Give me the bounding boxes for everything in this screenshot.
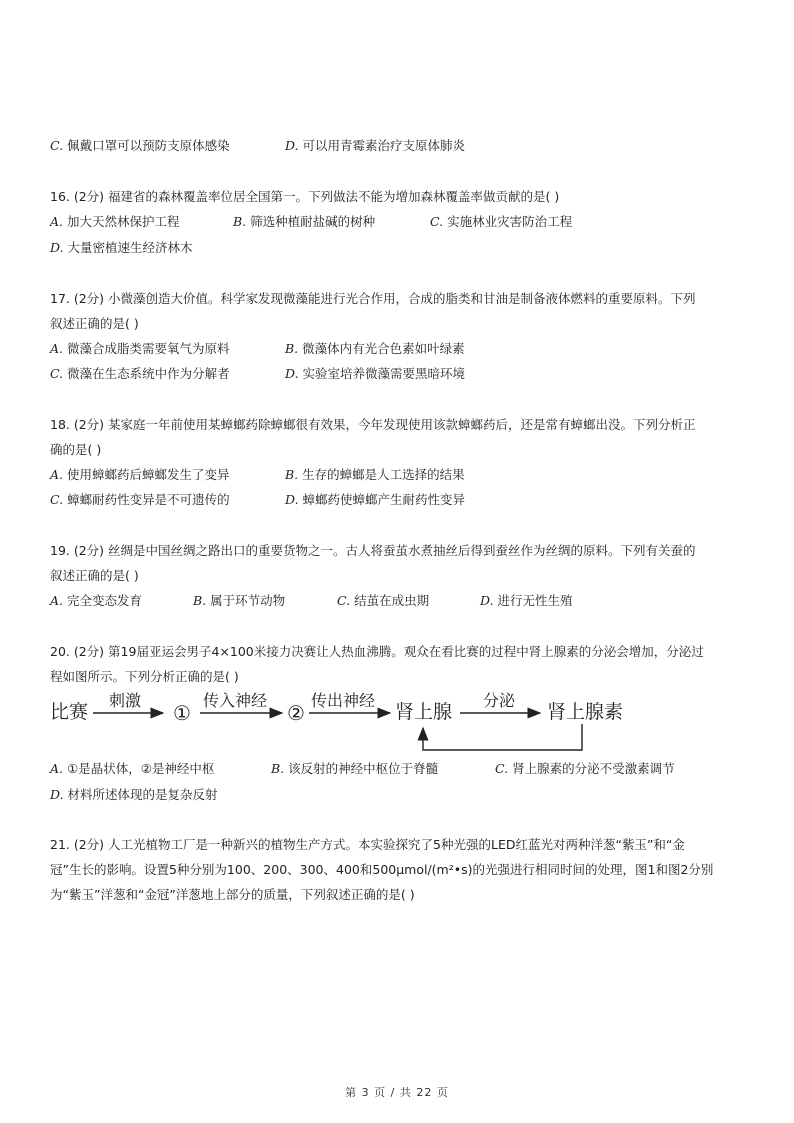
option-text: 佩戴口罩可以预防支原体感染 <box>67 138 230 153</box>
option-letter: D. <box>480 593 494 608</box>
q17-option-a <box>50 340 230 358</box>
q16-option-d <box>50 239 193 257</box>
q18-stem-line1: 18. (2分) 某家庭一年前使用某蟑螂药除蟑螂很有效果，今年发现使用该款蟑螂药后，还是常有蟑螂出没。下列分析正 <box>50 417 696 432</box>
option-letter: A. <box>50 214 64 229</box>
option-text: 进行无性生殖 <box>497 593 573 608</box>
option-text: 结茧在成虫期 <box>354 593 430 608</box>
option-text: 筛选种植耐盐碱的树种 <box>250 214 376 229</box>
option-text: 使用蟑螂药后蟑螂发生了变异 <box>67 467 230 482</box>
option-text: 完全变态发育 <box>67 593 143 608</box>
q16-stem: 16. (2分) 福建省的森林覆盖率位居全国第一。下列做法不能为增加森林覆盖率做贡献的是( ) <box>50 189 560 204</box>
option-text: 生存的蟑螂是人工选择的结果 <box>302 467 465 482</box>
option-letter: B. <box>271 761 285 776</box>
diagram-arrow2-label: 传入神经 <box>203 691 268 710</box>
q19-option-c <box>337 592 429 610</box>
option-letter: B. <box>193 593 207 608</box>
q16-option-b <box>233 213 375 231</box>
option-letter: C. <box>50 366 64 381</box>
q17-option-b <box>285 340 465 358</box>
option-letter: C. <box>495 761 509 776</box>
q18-stem-line2: 确的是( ) <box>50 442 102 457</box>
q21-stem-line3: 为“紫玉”洋葱和“金冠”洋葱地上部分的质量，下列叙述正确的是( ) <box>50 887 415 902</box>
option-text: 大量密植速生经济林木 <box>67 240 193 255</box>
q15-option-d <box>285 137 465 155</box>
option-letter: A. <box>50 341 64 356</box>
q19-stem-line2: 叙述正确的是( ) <box>50 568 139 583</box>
q18-option-c <box>50 491 230 509</box>
option-text: 可以用青霉素治疗支原体肺炎 <box>302 138 466 153</box>
q17-option-d <box>285 365 465 383</box>
option-letter: A. <box>50 467 64 482</box>
option-letter: A. <box>50 593 64 608</box>
option-text: 材料所述体现的是复杂反射 <box>67 787 218 802</box>
q20-option-b <box>271 760 438 778</box>
q17-stem-line2: 叙述正确的是( ) <box>50 316 139 331</box>
option-letter: C. <box>50 492 64 507</box>
diagram-node2: ② <box>287 701 305 725</box>
q16-option-c <box>430 213 572 231</box>
option-letter: D. <box>50 240 64 255</box>
diagram-feedback-arrow <box>423 724 582 750</box>
option-letter: D. <box>285 492 299 507</box>
option-text: 加大天然林保护工程 <box>67 214 180 229</box>
option-text: ①是晶状体，②是神经中枢 <box>67 761 215 776</box>
page-number-footer: 第 3 页 / 共 22 页 <box>345 1086 449 1099</box>
option-letter: B. <box>285 341 299 356</box>
q17-stem-line1: 17. (2分) 小微藻创造大价值。科学家发现微藻能进行光合作用，合成的脂类和甘油是制备液体燃料的重要原料。下列 <box>50 291 696 306</box>
q20-option-c <box>495 760 675 778</box>
q20-stem-line2: 程如图所示。下列分析正确的是( ) <box>50 669 239 684</box>
diagram-arrow4-label: 分泌 <box>483 691 516 710</box>
diagram-start-label: 比赛 <box>50 701 89 723</box>
q18-option-a <box>50 466 230 484</box>
option-text: 该反射的神经中枢位于脊髓 <box>288 761 439 776</box>
diagram-arrow1-label: 刺激 <box>109 691 142 710</box>
q18-option-b <box>285 466 465 484</box>
option-letter: C. <box>50 138 64 153</box>
q19-option-b <box>193 592 285 610</box>
diagram-hormone: 肾上腺素 <box>547 701 624 723</box>
option-text: 属于环节动物 <box>210 593 286 608</box>
q20-option-d <box>50 786 218 804</box>
option-text: 微藻在生态系统中作为分解者 <box>67 366 230 381</box>
option-letter: B. <box>285 467 299 482</box>
q18-option-d <box>285 491 465 509</box>
option-text: 蟑螂药使蟑螂产生耐药性变异 <box>302 492 466 507</box>
q20-option-a <box>50 760 214 778</box>
q21-stem-line2: 冠”生长的影响。设置5种分别为100、200、300、400和500μmol/(m²•s)的光强进行相同时间的处理，图1和图2分别 <box>50 862 714 877</box>
q19-stem-line1: 19. (2分) 丝绸是中国丝绸之路出口的重要货物之一。古人将蚕茧水煮抽丝后得到蚕丝作为丝绸的原料。下列有关蚕的 <box>50 543 696 558</box>
option-letter: D. <box>285 138 299 153</box>
q21-stem-line1: 21. (2分) 人工光植物工厂是一种新兴的植物生产方式。本实验探究了5种光强的LED红蓝光对两种洋葱“紫玉”和“金 <box>50 837 685 852</box>
option-letter: D. <box>285 366 299 381</box>
reflex-flow-diagram <box>0 684 794 756</box>
option-text: 实验室培养微藻需要黑暗环境 <box>302 366 466 381</box>
option-text: 实施林业灾害防治工程 <box>447 214 573 229</box>
option-text: 微藻体内有光合色素如叶绿素 <box>302 341 465 356</box>
option-text: 蟑螂耐药性变异是不可遗传的 <box>67 492 230 507</box>
option-text: 微藻合成脂类需要氧气为原料 <box>67 341 230 356</box>
option-letter: C. <box>337 593 351 608</box>
option-letter: D. <box>50 787 64 802</box>
q19-option-a <box>50 592 142 610</box>
q17-option-c <box>50 365 230 383</box>
diagram-node1: ① <box>173 701 191 725</box>
q16-option-a <box>50 213 180 231</box>
option-letter: A. <box>50 761 64 776</box>
option-letter: C. <box>430 214 444 229</box>
q19-option-d <box>480 592 573 610</box>
diagram-arrow3-label: 传出神经 <box>311 691 376 710</box>
option-letter: B. <box>233 214 247 229</box>
q15-option-c <box>50 137 230 155</box>
q20-stem-line1: 20. (2分) 第19届亚运会男子4×100米接力决赛让人热血沸腾。观众在看比赛的过程中肾上腺素的分泌会增加，分泌过 <box>50 644 704 659</box>
diagram-gland: 肾上腺 <box>395 701 453 723</box>
option-text: 肾上腺素的分泌不受激素调节 <box>512 761 675 776</box>
